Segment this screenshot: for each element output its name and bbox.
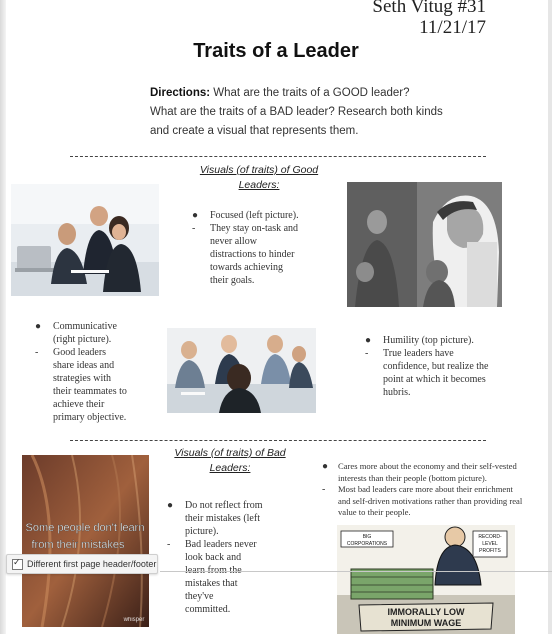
directions: [150, 84, 450, 141]
communicative-bullet: ● Communicative (right picture).: [35, 321, 117, 345]
mistakes-meme-image: [22, 455, 149, 627]
good-heading-line1: Visuals (of traits) of Good: [199, 164, 319, 176]
reflect-trait: [167, 499, 285, 616]
cartoon-banner-line2: MINIMUM WAGE: [390, 618, 462, 628]
communicative-detail-line: share ideas and: [53, 360, 115, 371]
focused-detail-line: towards achieving: [210, 262, 284, 273]
meme-text-line1: Some people don't learn: [25, 522, 145, 534]
economy-bullet-line: Cares more about the economy and their self-vested: [338, 461, 517, 471]
reflect-detail-line: Bad leaders never: [185, 539, 257, 550]
focused-detail: - They stay on-task and never allow distractions to hinder towards achieving their goals.: [192, 223, 299, 286]
good-leaders-heading: [186, 163, 332, 193]
communicative-detail-line: strategies with: [53, 373, 112, 384]
humility-detail-line: confidence, but realize the: [383, 361, 489, 372]
different-first-page-option[interactable]: [6, 554, 158, 574]
humility-detail: - True leaders have confidence, but realize the point at which it becomes hubris.: [365, 348, 489, 398]
communicative-meeting-photo: [167, 328, 316, 413]
directions-label: Directions:: [150, 87, 211, 99]
focused-detail-line: distractions to hinder: [210, 249, 295, 260]
reflect-bullet-line: their mistakes (left: [185, 513, 260, 524]
communicative-detail-line: primary objective.: [53, 412, 127, 423]
cartoon-banner-line1: IMMORALLY LOW: [387, 607, 465, 617]
focused-detail-line: their goals.: [210, 275, 255, 286]
economy-detail-line: Most bad leaders care more about their enrichment: [338, 484, 513, 494]
reflect-detail-line: mistakes that: [185, 578, 238, 589]
divider-top: [70, 156, 486, 157]
economy-detail: - Most bad leaders care more about their enrichment and self-driven motivations rather than providing real value to their people.: [322, 484, 523, 517]
economy-detail-line: value to their people.: [338, 507, 411, 517]
reflect-detail-line: they've: [185, 591, 214, 602]
bad-heading-line1: Visuals (of traits) of Bad: [174, 447, 286, 459]
focused-trait: [192, 209, 320, 287]
communicative-detail-line: Good leaders: [53, 347, 107, 358]
meme-text-line2: from their mistakes: [31, 539, 125, 551]
humility-detail-line: True leaders have: [383, 348, 454, 359]
cartoon-tag-corps-1: BIG: [362, 534, 372, 540]
focused-bullet-text: Focused (left picture).: [210, 210, 299, 221]
page-right-edge: [548, 0, 552, 634]
humility-trait: [365, 334, 513, 399]
directions-line3: and create a visual that represents them.: [150, 125, 359, 137]
header-name: Seth Vitug #31: [372, 0, 486, 17]
focused-bullet: ● Focused (left picture).: [192, 210, 299, 221]
cartoon-tag-corps-2: CORPORATIONS: [346, 541, 388, 547]
reflect-detail-line: learn from the: [185, 565, 242, 576]
reflect-bullet-line: picture).: [185, 526, 219, 537]
bad-leaders-heading: [160, 446, 300, 476]
communicative-trait: [35, 320, 153, 424]
focused-detail-line: never allow: [210, 236, 257, 247]
cartoon-tag-profits-2: LEVEL: [482, 541, 498, 547]
communicative-bullet-line: (right picture).: [53, 334, 112, 345]
directions-line2: What are the traits of a BAD leader? Research both kinds: [150, 106, 443, 118]
directions-line1: What are the traits of a GOOD leader?: [213, 87, 410, 99]
header-date: 11/21/17: [419, 17, 486, 38]
focused-team-photo: [11, 184, 159, 296]
reflect-bullet: ● Do not reflect from their mistakes (left picture).: [167, 500, 263, 537]
communicative-bullet-line: Communicative: [53, 321, 117, 332]
bad-heading-line2: Leaders:: [209, 462, 251, 474]
minimum-wage-cartoon: [337, 525, 515, 634]
reflect-detail-line: look back and: [185, 552, 242, 563]
humility-detail-line: point at which it becomes: [383, 374, 486, 385]
different-first-page-label: Different first page header/footer: [27, 559, 157, 569]
focused-detail-line: They stay on-task and: [210, 223, 299, 234]
good-heading-line2: Leaders:: [238, 179, 280, 191]
economy-bullet-line: interests than their people (bottom picture).: [338, 472, 487, 483]
reflect-detail-line: committed.: [185, 604, 231, 615]
cartoon-tag-profits-3: PROFITS: [479, 548, 501, 554]
divider-middle: [70, 440, 486, 441]
cartoon-tag-profits-1: RECORD-: [478, 534, 502, 540]
footer-boundary-line: [160, 571, 552, 572]
page-left-edge: [0, 0, 6, 634]
page-title: Traits of a Leader: [193, 40, 359, 62]
reflect-detail: - Bad leaders never look back and learn from the mistakes that they've committed.: [167, 539, 257, 615]
humility-bullet-text: Humility (top picture).: [383, 335, 474, 346]
communicative-detail-line: achieve their: [53, 399, 105, 410]
economy-bullet: ● Cares more about the economy and their self-vested interests than their people (bottom picture).: [322, 461, 517, 483]
reflect-bullet-line: Do not reflect from: [185, 500, 263, 511]
humility-bullet: ● Humility (top picture).: [365, 335, 474, 346]
humility-photo: [347, 182, 502, 307]
economy-detail-line: and self-driven motivations rather than providing real: [338, 495, 523, 506]
meme-watermark: whisper: [123, 617, 145, 623]
checkbox-checked-icon[interactable]: [12, 559, 23, 570]
humility-detail-line: hubris.: [383, 387, 411, 398]
communicative-detail: - Good leaders share ideas and strategies with their teammates to achieve their primary objective.: [35, 347, 127, 423]
economy-trait: [322, 461, 548, 519]
communicative-detail-line: their teammates to: [53, 386, 127, 397]
